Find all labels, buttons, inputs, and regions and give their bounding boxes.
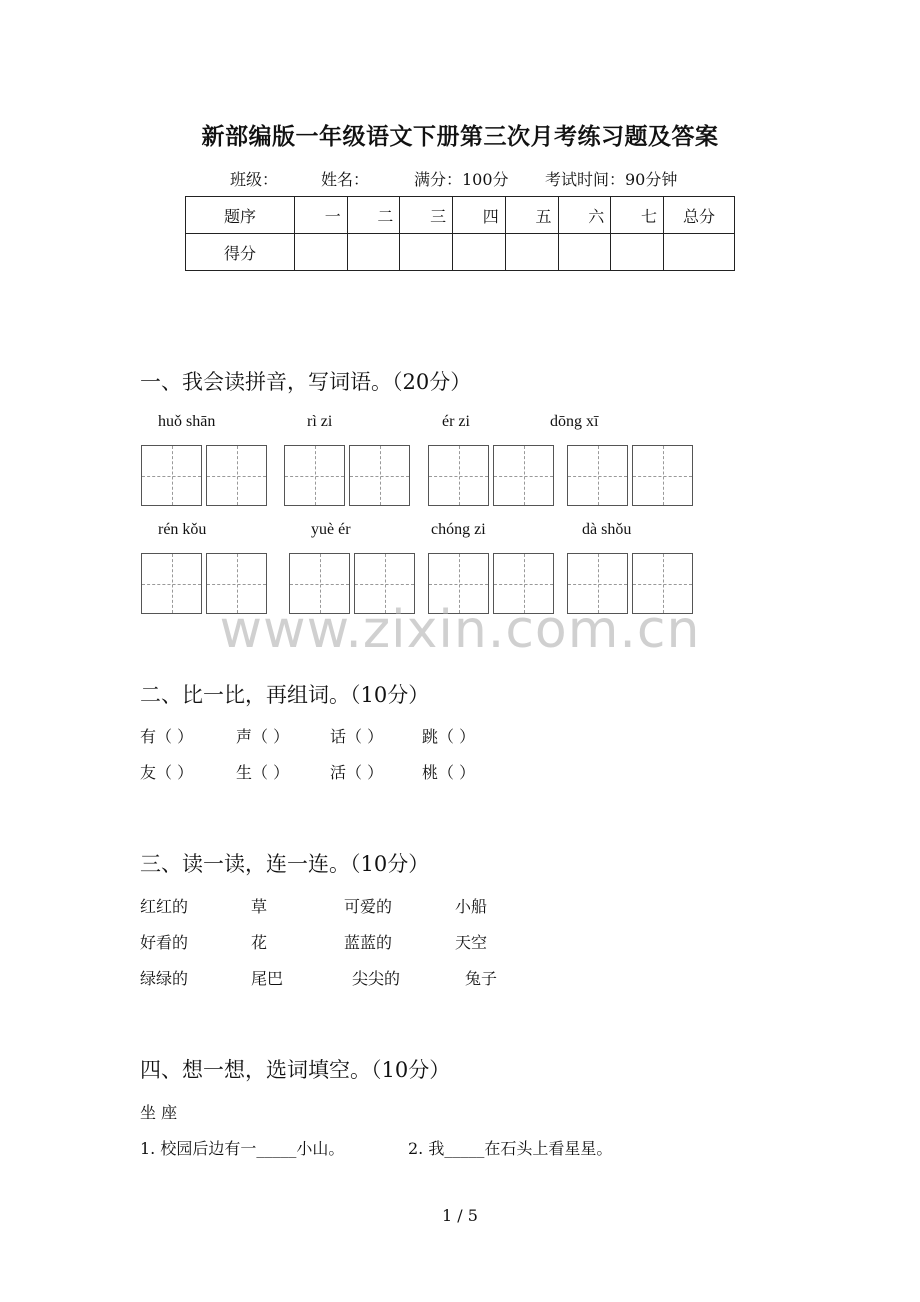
match-word: 天空 — [455, 933, 488, 952]
match-word: 花 — [251, 933, 268, 952]
section-2-heading: 二、比一比，再组词。（10分） — [140, 683, 430, 707]
page-number: 1 / 5 — [442, 1206, 478, 1225]
document-title: 新部编版一年级语文下册第三次月考练习题及答案 — [201, 123, 719, 150]
writing-grid-cell[interactable] — [493, 445, 554, 506]
name-label: 姓名： — [321, 170, 370, 189]
writing-grid-cell[interactable] — [206, 445, 267, 506]
score-input-cell[interactable] — [400, 234, 453, 271]
writing-grid-cell[interactable] — [284, 445, 345, 506]
match-word: 尾巴 — [251, 969, 284, 988]
match-word: 可爱的 — [344, 897, 393, 916]
section-3-heading: 三、读一读，连一连。（10分） — [140, 852, 430, 876]
match-word: 好看的 — [140, 933, 189, 952]
score-table-score-row — [186, 234, 735, 271]
compare-word-item: 话（ ） — [330, 727, 384, 746]
full-score: 满分：100分 — [414, 170, 509, 189]
exam-time: 考试时间：90分钟 — [545, 170, 678, 189]
writing-grid-cell[interactable] — [632, 445, 693, 506]
compare-word-item: 友（ ） — [140, 763, 194, 782]
pinyin-label: dōng xī — [550, 413, 599, 430]
fill-blank-question-2: 2. 我_____在石头上看星星。 — [408, 1139, 613, 1158]
score-header-cell: 题序 — [186, 197, 295, 234]
score-header-cell: 四 — [453, 197, 506, 234]
pinyin-label: rì zi — [307, 413, 333, 430]
writing-grid-cell[interactable] — [349, 445, 410, 506]
match-word: 尖尖的 — [352, 969, 401, 988]
score-header-cell: 六 — [558, 197, 611, 234]
pinyin-label: ér zi — [442, 413, 470, 430]
compare-word-item: 跳（ ） — [422, 727, 476, 746]
score-header-cell: 二 — [347, 197, 400, 234]
score-input-cell[interactable] — [295, 234, 348, 271]
score-header-cell: 三 — [400, 197, 453, 234]
score-input-cell[interactable] — [664, 234, 735, 271]
score-input-cell[interactable] — [611, 234, 664, 271]
pinyin-label: dà shǒu — [582, 521, 632, 538]
score-header-cell: 七 — [611, 197, 664, 234]
score-header-cell: 总分 — [664, 197, 735, 234]
match-word: 蓝蓝的 — [344, 933, 393, 952]
writing-grid-cell[interactable] — [428, 445, 489, 506]
pinyin-label: rén kǒu — [158, 521, 207, 538]
score-header-cell: 一 — [295, 197, 348, 234]
match-word: 兔子 — [465, 969, 498, 988]
writing-grid-cell[interactable] — [141, 445, 202, 506]
score-table-header-row — [186, 197, 735, 234]
class-label: 班级： — [230, 170, 279, 189]
pinyin-label: chóng zi — [431, 521, 486, 538]
match-word: 小船 — [455, 897, 488, 916]
word-options: 坐 座 — [140, 1103, 178, 1122]
score-header-cell: 五 — [505, 197, 558, 234]
score-input-cell[interactable] — [558, 234, 611, 271]
score-table — [185, 196, 735, 271]
section-4-heading: 四、想一想，选词填空。（10分） — [140, 1058, 451, 1082]
match-word: 草 — [251, 897, 268, 916]
fill-blank-question-1: 1. 校园后边有一_____小山。 — [140, 1139, 345, 1158]
score-input-cell[interactable] — [347, 234, 400, 271]
match-word: 绿绿的 — [140, 969, 189, 988]
score-input-cell[interactable] — [505, 234, 558, 271]
compare-word-item: 桃（ ） — [422, 763, 476, 782]
match-word: 红红的 — [140, 897, 189, 916]
compare-word-item: 有（ ） — [140, 727, 194, 746]
compare-word-item: 生（ ） — [236, 763, 290, 782]
writing-grid-cell[interactable] — [567, 445, 628, 506]
compare-word-item: 声（ ） — [236, 727, 290, 746]
pinyin-label: huǒ shān — [158, 413, 216, 430]
compare-word-item: 活（ ） — [330, 763, 384, 782]
score-row-label: 得分 — [186, 234, 295, 271]
section-1-heading: 一、我会读拼音，写词语。（20分） — [140, 370, 472, 394]
watermark: www.zixin.com.cn — [219, 600, 701, 660]
score-input-cell[interactable] — [453, 234, 506, 271]
pinyin-label: yuè ér — [311, 521, 351, 538]
